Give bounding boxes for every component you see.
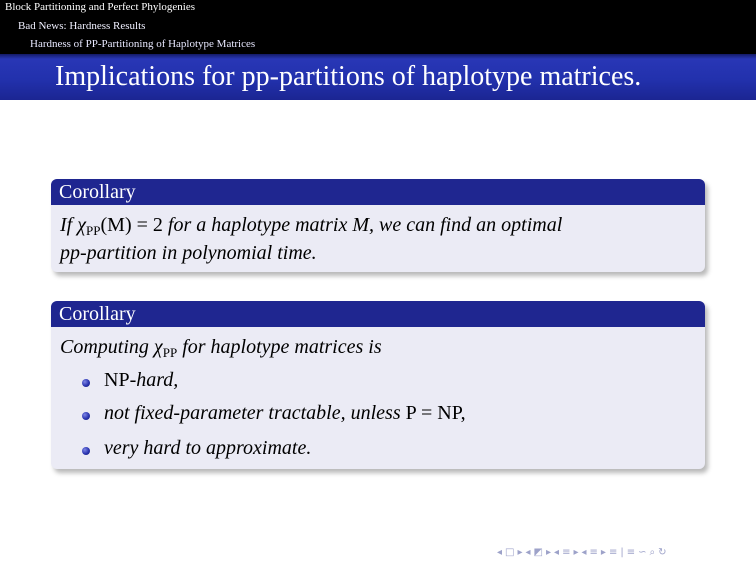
nav-back-icon[interactable]: ∽	[638, 547, 647, 558]
nav-slide-icon[interactable]: ◩	[533, 547, 543, 558]
nav-next-section-icon[interactable]: ▸	[600, 547, 606, 558]
nav-prev-slide-icon[interactable]: ◂	[525, 547, 531, 558]
corollary-2-intro	[60, 336, 382, 361]
text-fragment: for a haplotype matrix M, we can find an optimal	[162, 214, 563, 236]
corollary-block-2	[51, 301, 705, 469]
chi-symbol: χ	[77, 214, 87, 236]
math-expression: (M) = 2	[100, 214, 163, 236]
navigation-header	[0, 0, 756, 54]
bullet-icon	[82, 379, 90, 387]
nav-separator-icon: |	[620, 547, 624, 558]
bullet-icon	[82, 412, 90, 420]
corollary-1-line-1	[60, 214, 562, 239]
corollary-1-line-2: pp-partition in polynomial time.	[60, 242, 317, 264]
nav-section-icon[interactable]: ≡	[589, 547, 598, 558]
nav-frame-icon[interactable]: □	[505, 547, 515, 558]
nav-subsection-icon[interactable]: ≡	[562, 547, 571, 558]
chi-subscript: PP	[162, 345, 178, 360]
block-title: Corollary	[51, 301, 705, 327]
nav-forward-icon[interactable]: ↻	[658, 547, 667, 558]
nav-next-subsection-icon[interactable]: ▸	[573, 547, 579, 558]
nav-prev-frame-icon[interactable]: ◂	[497, 547, 503, 558]
subsubsection-link[interactable]: Hardness of PP-Partitioning of Haplotype Matrices	[30, 38, 256, 50]
list-item-text: very hard to approximate.	[104, 437, 312, 459]
list-item-text: not fixed-parameter tractable, unless P = NP,	[104, 402, 466, 424]
nav-doc-end-icon[interactable]: ≡	[626, 547, 636, 558]
subsection-link[interactable]: Bad News: Hardness Results	[18, 20, 146, 32]
block-title: Corollary	[51, 179, 705, 205]
nav-search-icon[interactable]: ⌕	[649, 547, 656, 558]
nav-prev-subsection-icon[interactable]: ◂	[554, 547, 560, 558]
frame-title: Implications for pp-partitions of haplotype matrices.	[55, 61, 642, 92]
section-link[interactable]: Block Partitioning and Perfect Phylogenies	[5, 1, 196, 13]
chi-symbol: χ	[153, 336, 163, 358]
nav-next-slide-icon[interactable]: ▸	[546, 547, 552, 558]
nav-prev-section-icon[interactable]: ◂	[581, 547, 587, 558]
text-fragment: for haplotype matrices is	[177, 336, 382, 358]
chi-subscript: PP	[86, 223, 101, 238]
nav-next-frame-icon[interactable]: ▸	[517, 547, 523, 558]
list-item-text: NP-hard,	[104, 369, 179, 391]
frame-title-bar	[0, 54, 756, 100]
beamer-navigation-bar	[497, 546, 669, 560]
bullet-icon	[82, 447, 90, 455]
text-fragment: Computing	[60, 336, 154, 358]
text-fragment: If	[60, 214, 78, 236]
nav-doc-start-icon[interactable]: ≡	[608, 547, 618, 558]
corollary-block-1	[51, 179, 705, 272]
